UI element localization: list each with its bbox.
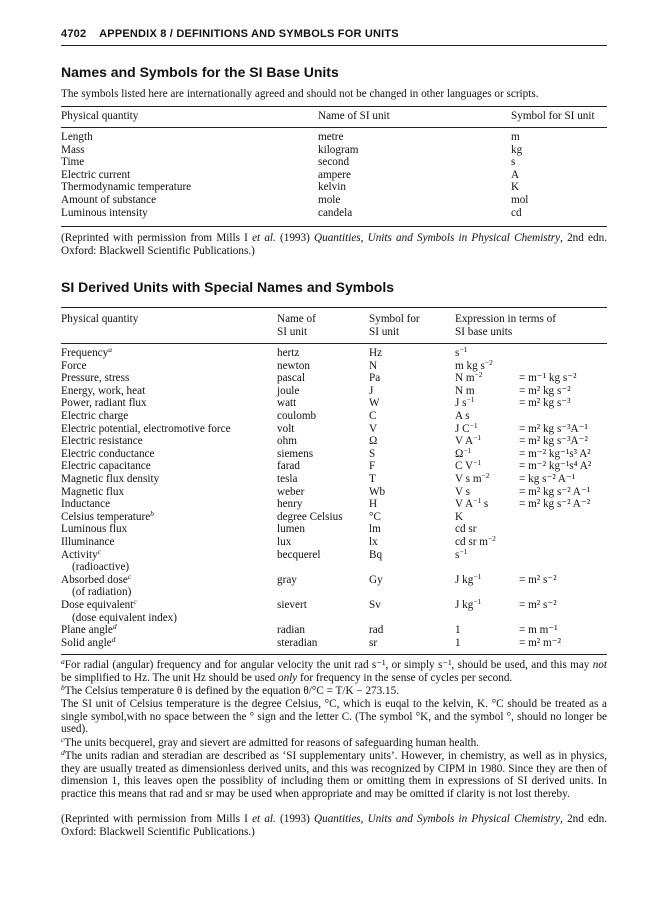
expression-base: s	[455, 548, 460, 561]
derived-cell-quantity	[61, 372, 129, 385]
base-units-heading: Names and Symbols for the SI Base Units	[61, 64, 339, 80]
expression-exponent: −2	[474, 370, 483, 380]
derived-cell-symbol: rad	[369, 624, 384, 637]
footnote-marker: c	[127, 571, 132, 581]
derived-cell-symbol: Gy	[369, 573, 383, 586]
expression-base: N m	[455, 384, 475, 397]
base-cell-name: kelvin	[318, 181, 346, 194]
derived-cell-expression-alt: = m² kg s⁻²	[519, 384, 571, 397]
derived-col-name-1: Name of	[277, 313, 316, 325]
base-cell-quantity: Luminous intensity	[61, 206, 148, 219]
footnote-a: $^a$For radial (angular) frequency and for angular velocity the unit rad s⁻¹, or simply s⁻¹, should be used, and this may not be simplified to Hz. The unit Hz should be used only for frequency in the sense of cycles per second.	[61, 657, 607, 684]
derived-col-name-2: SI unit	[277, 326, 308, 338]
derived-table-bottom-rule	[61, 654, 607, 655]
derived-cell-expression-alt: = m² s⁻²	[519, 573, 557, 586]
footnote-marker: d	[112, 622, 117, 632]
derived-cell-quantity-cont: (radioactive)	[72, 561, 130, 574]
base-citation: (Reprinted with permission from Mills I et al. (1993) Quantities, Units and Symbols in Physical Chemistry, 2nd edn. Oxford: Blackwell Scientific Publications.)	[61, 232, 607, 257]
derived-cell-expression	[455, 599, 481, 612]
expression-base: A s	[455, 410, 470, 422]
base-col-name: Name of SI unit	[318, 110, 390, 122]
derived-cell-quantity	[61, 486, 124, 499]
derived-cell-name: watt	[277, 397, 297, 410]
derived-cell-quantity-cont: (dose equivalent index)	[72, 611, 178, 624]
derived-cell-quantity	[61, 599, 137, 612]
derived-cell-quantity	[61, 536, 114, 549]
expression-base: J s	[455, 397, 467, 410]
derived-cell-name: tesla	[277, 473, 298, 485]
expression-tail: s	[481, 498, 489, 511]
expression-base: V A	[455, 498, 474, 511]
derived-cell-symbol: Hz	[369, 347, 383, 359]
base-cell-quantity: Thermodynamic temperature	[61, 181, 192, 194]
derived-cell-quantity	[61, 460, 151, 473]
base-cell-quantity: Length	[61, 131, 93, 143]
derived-units-heading: SI Derived Units with Special Names and Symbols	[61, 279, 394, 295]
quantity-text: Luminous flux	[61, 523, 128, 536]
derived-cell-name: sievert	[277, 599, 307, 611]
quantity-text: Electric charge	[61, 410, 129, 422]
footnote-b-line2: The SI unit of Celsius temperature is the degree Celsius, °C, which is euqal to the kelvin, K. °C should be treated as a single symbol,with no space between the ° sign and the letter C. (The symbol °K, and the symbol °, should no longer be used).	[61, 698, 607, 736]
derived-cell-name: siemens	[277, 447, 314, 460]
derived-col-expression-1: Expression in terms of	[455, 313, 556, 325]
derived-cell-symbol: W	[369, 397, 380, 410]
derived-cell-expression	[455, 637, 461, 650]
derived-table-top-rule	[61, 307, 607, 308]
base-cell-symbol: K	[511, 181, 520, 194]
expression-base: V s m	[455, 473, 482, 485]
derived-cell-name: becquerel	[277, 548, 321, 561]
derived-cell-quantity	[61, 508, 154, 524]
expression-exponent: −1	[473, 597, 482, 606]
derived-cell-symbol: lx	[369, 536, 378, 548]
derived-cell-quantity	[61, 410, 128, 423]
derived-cell-symbol: Bq	[369, 548, 383, 561]
expression-exponent: −1	[466, 395, 475, 405]
derived-cell-expression	[455, 397, 475, 410]
derived-cell-expression	[455, 571, 482, 587]
derived-cell-name: degree Celsius	[277, 510, 343, 523]
expression-exponent: −1	[459, 546, 468, 556]
derived-cell-name: volt	[277, 422, 295, 435]
derived-cell-expression	[455, 486, 470, 499]
expression-exponent: −1	[463, 445, 472, 455]
derived-cell-symbol: J	[369, 384, 374, 397]
derived-cell-symbol: Ω	[369, 435, 378, 448]
derived-cell-symbol: H	[369, 498, 378, 511]
expression-base: s	[455, 347, 460, 359]
expression-base: V s	[455, 485, 471, 498]
derived-cell-symbol: sr	[369, 636, 378, 649]
derived-cell-name: farad	[277, 460, 300, 473]
derived-cell-expression-alt: = m² kg s⁻² A⁻¹	[519, 485, 591, 498]
derived-cell-quantity	[61, 347, 112, 360]
base-cell-symbol: cd	[511, 206, 522, 219]
base-cell-quantity: Time	[61, 156, 85, 169]
expression-base: Ω	[455, 447, 464, 460]
expression-base: J C	[455, 422, 470, 435]
derived-cell-expression-alt: = m m⁻¹	[519, 624, 558, 637]
quantity-text: Electric resistance	[61, 435, 143, 448]
derived-cell-symbol: V	[369, 422, 378, 435]
expression-base: cd sr m	[455, 536, 488, 548]
expression-exponent: −1	[473, 433, 482, 443]
derived-cell-expression-alt: = m² kg s⁻³A⁻¹	[519, 422, 588, 435]
base-cell-symbol: kg	[511, 143, 523, 156]
base-cell-name: metre	[318, 131, 344, 143]
derived-cell-name: weber	[277, 485, 305, 498]
derived-cell-expression-alt: = m² s⁻²	[519, 599, 557, 611]
footnote-marker: b	[150, 508, 154, 518]
quantity-text: Force	[61, 359, 87, 372]
derived-cell-expression-alt: = m² kg s⁻³A⁻²	[519, 435, 588, 448]
base-table-bottom-rule	[61, 226, 607, 227]
quantity-text: Activity	[61, 548, 98, 561]
base-cell-name: candela	[318, 206, 353, 219]
quantity-text: Pressure, stress	[61, 372, 130, 385]
quantity-text: Inductance	[61, 498, 111, 511]
derived-cell-quantity	[61, 423, 231, 436]
quantity-text: Energy, work, heat	[61, 384, 146, 397]
expression-exponent: −1	[469, 420, 478, 430]
footnote-d: $^d$The units radian and steradian are described as ‘SI supplementary units’. However, in chemistry, as well as in physics, they are usually treated as dimensionless derived units, and this was recognized by CIPM in 1980. Since they are then of dimension 1, this leaves open the possiblity of including them or omitting them in expressions of SI derived units. In practice this means that rad and sr may be used when appropriate and may be omitted if clarity is not lost thereby.	[61, 748, 607, 800]
derived-cell-quantity	[61, 397, 147, 410]
base-cell-name: second	[318, 156, 350, 169]
derived-cell-symbol: N	[369, 359, 378, 372]
derived-cell-name: henry	[277, 498, 303, 511]
derived-citation: (Reprinted with permission from Mills I et al. (1993) Quantities, Units and Symbols in Physical Chemistry, 2nd edn. Oxford: Blackwell Scientific Publications.)	[61, 813, 607, 838]
derived-cell-symbol: S	[369, 447, 376, 460]
derived-cell-name: ohm	[277, 435, 297, 448]
base-cell-symbol: s	[511, 156, 516, 169]
derived-cell-name: steradian	[277, 636, 318, 649]
base-cell-symbol: m	[511, 131, 520, 143]
base-col-quantity: Physical quantity	[61, 110, 139, 122]
derived-cell-quantity	[61, 498, 110, 511]
expression-base: C V	[455, 460, 474, 473]
expression-exponent: −1	[473, 571, 482, 581]
derived-cell-expression	[455, 546, 468, 562]
derived-cell-expression	[455, 511, 463, 524]
derived-cell-name: lumen	[277, 523, 305, 536]
expression-exponent: −1	[473, 458, 482, 468]
derived-cell-expression	[455, 473, 490, 486]
derived-cell-expression-alt: = m⁻¹ kg s⁻²	[519, 372, 577, 385]
quantity-text: Absorbed dose	[61, 573, 128, 586]
expression-exponent: −1	[473, 496, 482, 506]
derived-cell-expression-alt: = m² m⁻²	[519, 636, 561, 649]
derived-col-symbol-1: Symbol for	[369, 313, 420, 325]
expression-base: V A	[455, 435, 474, 448]
base-cell-quantity: Amount of substance	[61, 194, 157, 206]
quantity-text: Power, radiant flux	[61, 397, 147, 410]
derived-cell-symbol: T	[369, 473, 376, 485]
quantity-text: Illuminance	[61, 536, 115, 548]
derived-cell-name: newton	[277, 359, 310, 372]
derived-cell-expression	[455, 498, 488, 511]
derived-cell-symbol: C	[369, 410, 377, 422]
derived-cell-symbol: F	[369, 460, 376, 473]
expression-base: N m	[455, 372, 475, 385]
derived-cell-quantity	[61, 435, 143, 448]
expression-exponent: −2	[487, 534, 496, 543]
derived-cell-quantity-cont: (of radiation)	[72, 586, 132, 599]
expression-base: J kg	[455, 573, 474, 586]
quantity-text: Magnetic flux	[61, 485, 125, 498]
page-number: 4702	[61, 28, 87, 40]
derived-col-symbol-2: SI unit	[369, 326, 400, 338]
expression-base: 1	[455, 636, 461, 649]
quantity-text: Electric potential, electromotive force	[61, 422, 231, 435]
quantity-text: Dose equivalent	[61, 599, 134, 611]
running-head	[61, 28, 399, 40]
derived-cell-symbol: °C	[369, 510, 381, 523]
derived-cell-expression	[455, 624, 461, 637]
base-cell-name: kilogram	[318, 143, 359, 156]
base-cell-name: ampere	[318, 168, 351, 181]
expression-base: m kg s	[455, 359, 485, 372]
derived-cell-symbol: Sv	[369, 599, 381, 611]
quantity-text: Plane angle	[61, 624, 113, 637]
footnote-marker: d	[111, 634, 116, 644]
derived-cell-quantity	[61, 385, 145, 398]
derived-cell-expression	[455, 372, 483, 385]
derived-cell-quantity	[61, 523, 127, 536]
base-table-header-rule	[61, 127, 607, 128]
base-cell-symbol: A	[511, 168, 520, 181]
derived-cell-quantity	[61, 360, 86, 373]
quantity-text: Celsius temperature	[61, 510, 151, 523]
derived-cell-symbol: Pa	[369, 372, 381, 385]
expression-base: K	[455, 510, 464, 523]
derived-cell-name: joule	[277, 384, 300, 397]
derived-cell-expression-alt: = m⁻² kg⁻¹s⁴ A²	[519, 460, 592, 473]
base-cell-name: mole	[318, 194, 341, 206]
derived-cell-name: lux	[277, 536, 292, 548]
quantity-text: Frequency	[61, 347, 109, 359]
expression-exponent: −2	[484, 357, 493, 367]
header-rule	[61, 45, 607, 46]
derived-table-header-rule	[61, 343, 607, 344]
derived-cell-quantity	[61, 546, 102, 562]
footnote-b-line1: $^b$The Celsius temperature θ is defined by the equation θ/°C = T/K − 273.15.	[61, 683, 400, 697]
expression-base: 1	[455, 624, 461, 637]
base-units-intro: The symbols listed here are internationally agreed and should not be changed in other languages or scripts.	[61, 88, 539, 100]
footnote-marker: c	[97, 546, 102, 556]
derived-col-quantity: Physical quantity	[61, 313, 139, 325]
derived-cell-symbol: lm	[369, 523, 381, 536]
base-cell-symbol: mol	[511, 194, 529, 206]
derived-cell-name: pascal	[277, 372, 305, 385]
derived-cell-quantity	[61, 634, 116, 650]
expression-exponent: −2	[481, 471, 490, 480]
derived-cell-quantity	[61, 473, 159, 486]
derived-cell-name: coulomb	[277, 410, 317, 422]
derived-cell-expression	[455, 410, 470, 423]
base-cell-quantity: Electric current	[61, 168, 131, 181]
derived-cell-expression	[455, 460, 481, 473]
footnote-c: $^c$The units becquerel, gray and sievert are admitted for reasons of safeguarding human health.	[61, 735, 480, 749]
quantity-text: Electric conductance	[61, 447, 155, 460]
derived-cell-name: hertz	[277, 347, 300, 359]
running-title: APPENDIX 8 / DEFINITIONS AND SYMBOLS FOR UNITS	[99, 28, 399, 40]
base-table-top-rule	[61, 106, 607, 107]
expression-exponent: −1	[459, 345, 468, 354]
derived-cell-name: radian	[277, 624, 305, 637]
derived-cell-expression-alt: = m² kg s⁻² A⁻²	[519, 498, 591, 511]
derived-col-expression-2: SI base units	[455, 326, 513, 338]
derived-cell-expression	[455, 347, 467, 360]
derived-cell-expression-alt: = kg s⁻² A⁻¹	[519, 473, 576, 485]
base-cell-quantity: Mass	[61, 143, 85, 156]
derived-cell-expression	[455, 523, 476, 536]
footnote-marker: a	[108, 345, 112, 354]
quantity-text: Electric capacitance	[61, 460, 151, 473]
quantity-text: Magnetic flux density	[61, 473, 160, 485]
derived-cell-quantity	[61, 448, 154, 461]
derived-cell-quantity	[61, 571, 132, 587]
base-col-symbol: Symbol for SI unit	[511, 110, 595, 122]
derived-cell-quantity	[61, 624, 117, 637]
expression-base: cd sr	[455, 523, 477, 536]
footnote-marker: c	[133, 597, 137, 606]
derived-cell-expression-alt: = m⁻² kg⁻¹s³ A²	[519, 447, 591, 460]
derived-cell-name: gray	[277, 573, 297, 586]
derived-cell-expression	[455, 445, 472, 461]
derived-cell-symbol: Wb	[369, 485, 386, 498]
derived-cell-expression-alt: = m² kg s⁻³	[519, 397, 571, 410]
expression-base: J kg	[455, 599, 474, 611]
quantity-text: Solid angle	[61, 636, 112, 649]
